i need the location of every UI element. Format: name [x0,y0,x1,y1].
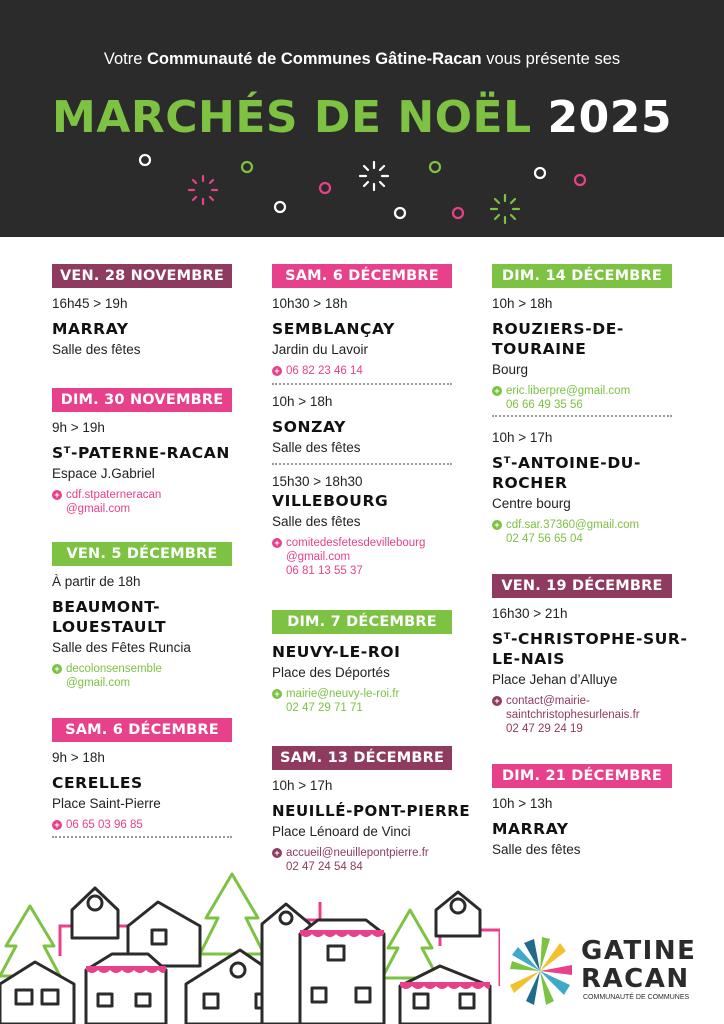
event-place: Place Jehan d’Alluye [492,672,618,687]
dotted-divider [272,463,452,465]
dotted-divider [492,415,672,417]
event-town: NEUILLÉ-PONT-PIERRE [272,802,471,820]
event-place: Salle des fêtes [272,440,361,455]
event-card [492,574,692,736]
event-place: Place Saint-Pierre [52,796,161,811]
event-town: MARRAY [52,320,129,338]
contact-text: comitedesfetesdevillebourg @gmail.com 06 81 13 55 37 [286,537,426,577]
event-town: MARRAY [492,820,569,838]
plus-icon: + [272,848,282,858]
event-place: Place Lénoard de Vinci [272,824,411,839]
dotted-divider [272,383,452,385]
event-date: VEN. 28 NOVEMBRE [52,264,232,288]
event-place: Place des Déportés [272,665,390,680]
intro-before: Votre [103,50,147,68]
firework-decoration [0,140,724,230]
event-contact[interactable] [272,364,472,378]
event-card [272,610,472,715]
event-town: SEMBLANÇAY [272,320,395,338]
plus-icon: + [492,520,502,530]
event-card [272,264,472,378]
intro-text [0,50,724,69]
event-place: Bourg [492,362,529,377]
contact-text: mairie@neuvy-le-roi.fr 02 47 29 71 71 [286,688,400,714]
event-time: 9h > 18h [52,750,105,765]
event-town: VILLEBOURG [272,492,389,510]
dotted-divider [52,836,232,838]
contact-text: cdf.stpaterneracan @gmail.com [66,489,162,515]
event-contact[interactable] [52,818,252,832]
event-card [52,388,252,516]
plus-icon: + [52,490,62,500]
event-time: 15h30 > 18h30 [272,474,363,489]
event-card [272,746,472,874]
event-town: NEUVY-LE-ROI [272,643,401,661]
event-card [272,474,472,578]
plus-icon: + [492,696,502,706]
event-place: Salle des Fêtes Runcia [52,640,191,655]
event-contact[interactable] [492,518,692,546]
title-year: 2025 [547,92,672,143]
event-time: 9h > 19h [52,420,105,435]
event-time: 10h > 13h [492,796,553,811]
intro-after: vous présente ses [481,50,621,68]
plus-icon: + [272,538,282,548]
event-time: 10h > 18h [492,296,553,311]
event-contact[interactable] [492,694,692,736]
event-contact[interactable] [52,488,252,516]
event-date: VEN. 19 DÉCEMBRE [492,574,672,598]
gatine-racan-logo [505,932,705,1012]
event-time: 16h45 > 19h [52,296,128,311]
event-card [492,764,692,857]
plus-icon: + [52,820,62,830]
event-card [492,264,692,412]
event-time: 10h > 18h [272,394,333,409]
event-town: SONZAY [272,418,346,436]
event-place: Centre bourg [492,496,571,511]
event-contact[interactable] [52,662,252,690]
event-date: VEN. 5 DÉCEMBRE [52,542,232,566]
event-contact[interactable] [272,687,472,715]
plus-icon: + [492,386,502,396]
event-contact[interactable] [492,384,692,412]
event-card [52,718,252,832]
event-town: Sᵀ-CHRISTOPHE-SUR- LE-NAIS [492,630,688,668]
event-time: 10h30 > 18h [272,296,348,311]
header-banner [0,0,724,237]
event-contact[interactable] [272,536,472,578]
plus-icon: + [52,664,62,674]
plus-icon: + [272,689,282,699]
logo-line2: RACAN [581,964,690,994]
event-date: SAM. 13 DÉCEMBRE [272,746,452,770]
event-date: DIM. 30 NOVEMBRE [52,388,232,412]
sunburst-icon [505,936,575,1006]
contact-text: 06 65 03 96 85 [66,819,143,831]
event-place: Jardin du Lavoir [272,342,369,357]
event-time: 10h > 17h [272,778,333,793]
event-card [52,542,252,690]
event-town: Sᵀ-PATERNE-RACAN [52,444,230,462]
event-date: DIM. 7 DÉCEMBRE [272,610,452,634]
event-date: DIM. 14 DÉCEMBRE [492,264,672,288]
event-card [272,394,472,455]
event-place: Salle des fêtes [52,342,141,357]
logo-line1: GATINE [581,936,697,966]
event-date: SAM. 6 DÉCEMBRE [52,718,232,742]
event-place: Salle des fêtes [272,514,361,529]
logo-subtitle: COMMUNAUTÉ DE COMMUNES [583,994,690,1001]
contact-text: eric.liberpre@gmail.com 06 66 49 35 56 [506,385,631,411]
village-illustration [0,866,500,1024]
contact-text: cdf.sar.37360@gmail.com 02 47 56 65 04 [506,519,640,545]
contact-text: decolonsensemble @gmail.com [66,663,162,689]
event-card [492,430,692,546]
event-card [52,264,252,357]
event-date: DIM. 21 DÉCEMBRE [492,764,672,788]
event-time: À partir de 18h [52,574,141,589]
contact-text: 06 82 23 46 14 [286,365,363,377]
event-town: BEAUMONT- LOUESTAULT [52,598,167,636]
event-date: SAM. 6 DÉCEMBRE [272,264,452,288]
event-town: ROUZIERS-DE- TOURAINE [492,320,624,358]
page-title [0,92,724,143]
intro-bold: Communauté de Communes Gâtine-Racan [146,50,482,68]
event-town: CERELLES [52,774,143,792]
title-main: MARCHÉS DE NOËL [52,92,532,143]
event-place: Salle des fêtes [492,842,581,857]
event-town: Sᵀ-ANTOINE-DU- ROCHER [492,454,642,492]
plus-icon: + [272,366,282,376]
event-place: Espace J.Gabriel [52,466,155,481]
contact-text: accueil@neuillepontpierre.fr 02 47 24 54 84 [286,847,429,873]
event-time: 10h > 17h [492,430,553,445]
event-time: 16h30 > 21h [492,606,568,621]
contact-text: contact@mairie- saintchristophesurlenais.fr 02 47 29 24 19 [506,695,640,735]
